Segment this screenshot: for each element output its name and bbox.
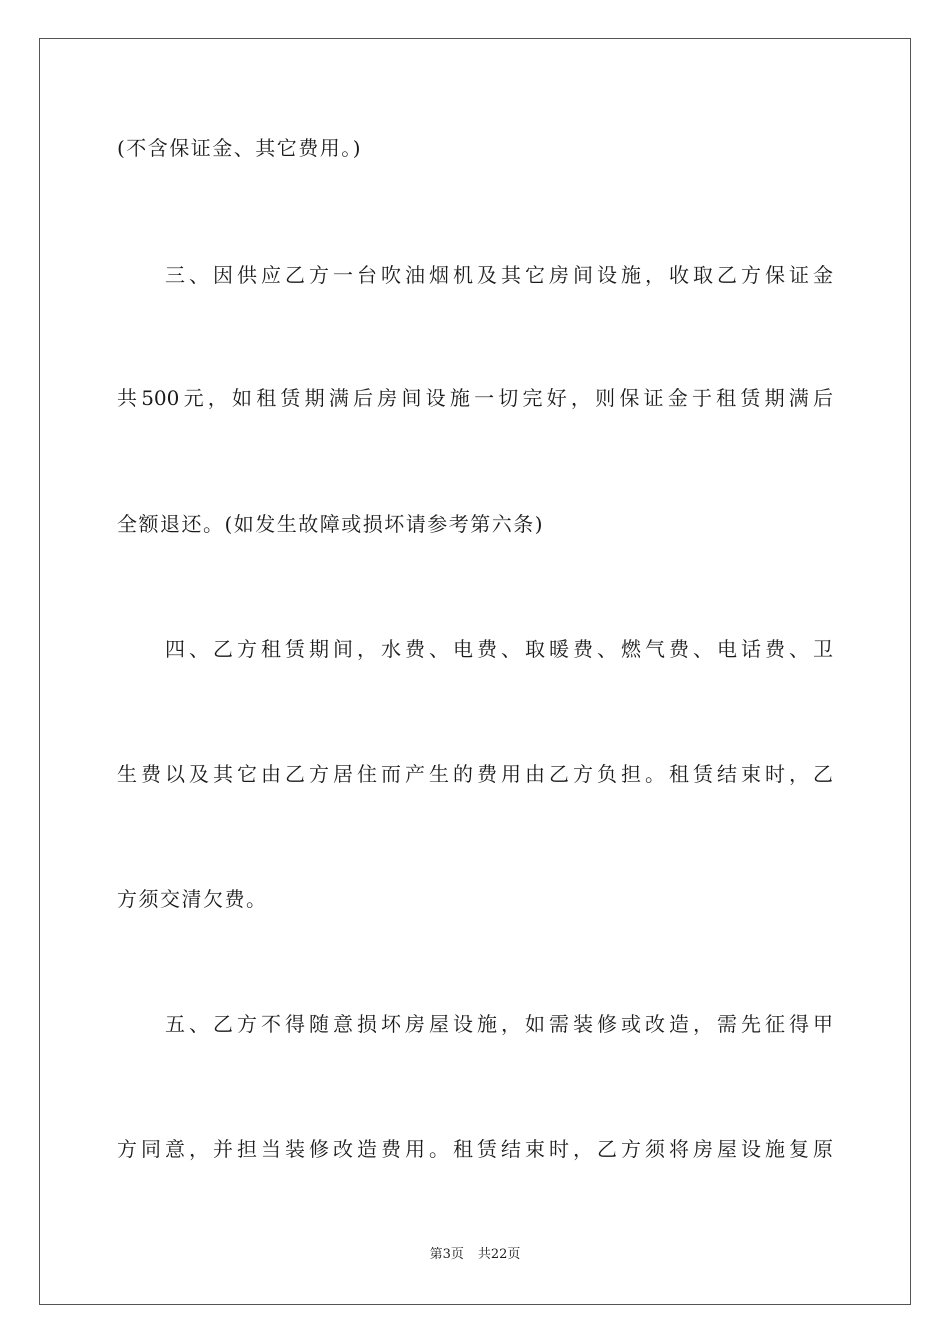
page-number-current: 第3页 xyxy=(429,1247,464,1262)
page-footer xyxy=(0,1246,950,1264)
text-line-4: 全额退还。(如发生故障或损坏请参考第六条) xyxy=(117,512,545,536)
text-line-1: (不含保证金、其它费用。) xyxy=(117,136,363,160)
text-line-6: 生费以及其它由乙方居住而产生的费用由乙方负担。租赁结束时，乙 xyxy=(117,762,833,786)
text-line-5: 四、乙方租赁期间，水费、电费、取暖费、燃气费、电话费、卫 xyxy=(117,637,833,661)
page-border xyxy=(39,38,911,1305)
text-line-9: 方同意，并担当装修改造费用。租赁结束时，乙方须将房屋设施复原 xyxy=(117,1137,833,1161)
text-line-8: 五、乙方不得随意损坏房屋设施，如需装修或改造，需先征得甲 xyxy=(117,1012,833,1036)
text-line-7: 方须交清欠费。 xyxy=(117,887,268,911)
page-number-total: 共22页 xyxy=(477,1247,521,1262)
text-line-2: 三、因供应乙方一台吹油烟机及其它房间设施，收取乙方保证金 xyxy=(117,263,833,287)
text-line-3: 共500元，如租赁期满后房间设施一切完好，则保证金于租赁期满后 xyxy=(117,386,833,410)
